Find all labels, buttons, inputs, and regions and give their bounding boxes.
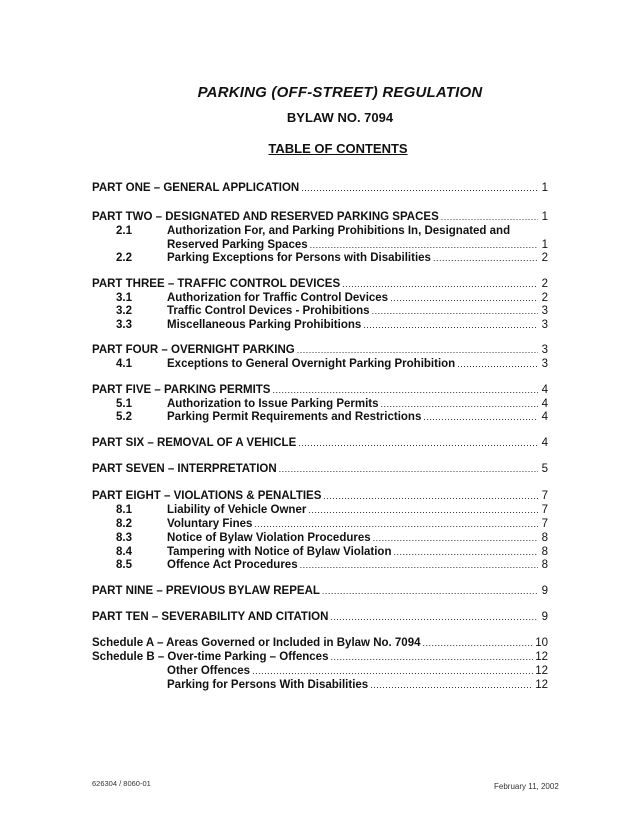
toc-entry — [92, 584, 548, 598]
toc-entry-number: 3.3 — [116, 319, 132, 331]
toc-entry-label: Miscellaneous Parking Prohibitions — [167, 319, 362, 331]
toc-dot-leader — [310, 238, 538, 252]
toc-dot-leader — [300, 558, 538, 572]
toc-entry-number: 3.2 — [116, 305, 132, 317]
toc-entry-label: Liability of Vehicle Owner — [167, 504, 307, 516]
toc-entry-page: 3 — [541, 319, 548, 331]
document-title: PARKING (OFF-STREET) REGULATION — [197, 84, 483, 101]
toc-entry-label: PART TEN – SEVERABILITY AND CITATION — [92, 611, 329, 623]
toc-entry-number: 2.1 — [116, 225, 132, 237]
toc-dot-leader — [423, 636, 534, 650]
toc-dot-leader — [301, 181, 538, 195]
toc-dot-leader — [457, 357, 538, 371]
toc-entry-page: 3 — [541, 358, 548, 370]
toc-entry-label: PART SEVEN – INTERPRETATION — [92, 463, 277, 475]
toc-entry — [92, 517, 548, 531]
toc-entry-page: 4 — [541, 398, 548, 410]
toc-entry-page: 5 — [541, 463, 548, 475]
toc-entry-number: 5.2 — [116, 411, 132, 423]
toc-heading: TABLE OF CONTENTS — [268, 141, 408, 156]
footer-doc-id: 626304 / 8060-01 — [92, 779, 151, 788]
toc-dot-leader — [342, 277, 538, 291]
toc-entry-label: Authorization for Traffic Control Devices — [167, 292, 389, 304]
toc-entry-page: 2 — [541, 292, 548, 304]
toc-entry-number: 4.1 — [116, 358, 132, 370]
toc-entry-page: 4 — [541, 437, 548, 449]
toc-dot-leader — [381, 397, 538, 411]
toc-entry — [92, 503, 548, 517]
toc-entry-label: PART ONE – GENERAL APPLICATION — [92, 182, 300, 194]
toc-entry — [92, 610, 548, 624]
toc-entry-page: 10 — [535, 637, 548, 649]
toc-entry-number: 2.2 — [116, 252, 132, 264]
toc-entry-number: 8.5 — [116, 559, 132, 571]
toc-entry — [92, 664, 548, 678]
toc-dot-leader — [370, 678, 533, 692]
toc-entry-page: 12 — [535, 651, 548, 663]
toc-entry-number: 8.1 — [116, 504, 132, 516]
toc-entry-label: Reserved Parking Spaces — [167, 239, 308, 251]
toc-entry-label: PART EIGHT – VIOLATIONS & PENALTIES — [92, 490, 322, 502]
toc-entry-page: 4 — [541, 411, 548, 423]
toc-entry — [92, 251, 548, 265]
toc-entry-page: 3 — [541, 344, 548, 356]
toc-entry-label: PART SIX – REMOVAL OF A VEHICLE — [92, 437, 297, 449]
toc-entry — [92, 318, 548, 332]
toc-entry — [92, 181, 548, 195]
toc-entry-label: Authorization to Issue Parking Permits — [167, 398, 379, 410]
toc-entry-page: 8 — [541, 546, 548, 558]
toc-entry-page: 2 — [541, 278, 548, 290]
toc-entry-label: Schedule B – Over-time Parking – Offences — [92, 651, 329, 663]
toc-entry-label: Schedule A – Areas Governed or Included in Bylaw No. 7094 — [92, 637, 421, 649]
toc-dot-leader — [363, 318, 538, 332]
toc-dot-leader — [373, 531, 538, 545]
toc-entry — [92, 558, 548, 572]
toc-dot-leader — [252, 664, 533, 678]
toc-entry — [92, 678, 548, 692]
toc-entry-page: 4 — [541, 384, 548, 396]
toc-dot-leader — [330, 650, 533, 664]
toc-entry-label: Voluntary Fines — [167, 518, 253, 530]
toc-entry — [92, 238, 548, 252]
toc-entry-page: 8 — [541, 559, 548, 571]
toc-entry-page: 12 — [535, 679, 548, 691]
toc-entry — [92, 489, 548, 503]
toc-dot-leader — [272, 383, 538, 397]
toc-dot-leader — [433, 251, 538, 265]
toc-entry-page: 7 — [541, 490, 548, 502]
toc-entry — [92, 304, 548, 318]
toc-entry-label: Exceptions to General Overnight Parking Prohibition — [167, 358, 456, 370]
toc-entry-label: PART FOUR – OVERNIGHT PARKING — [92, 344, 295, 356]
toc-dot-leader — [330, 610, 538, 624]
toc-entry-label: PART THREE – TRAFFIC CONTROL DEVICES — [92, 278, 341, 290]
toc-entry-page: 9 — [541, 585, 548, 597]
toc-entry-page: 12 — [535, 665, 548, 677]
toc-dot-leader — [441, 210, 538, 224]
toc-entry-page: 1 — [541, 239, 548, 251]
toc-entry — [92, 210, 548, 224]
bylaw-number: BYLAW NO. 7094 — [286, 110, 394, 125]
toc-entry — [92, 636, 548, 650]
toc-entry — [92, 277, 548, 291]
toc-dot-leader — [323, 489, 538, 503]
toc-entry-label: PART FIVE – PARKING PERMITS — [92, 384, 271, 396]
toc-entry — [92, 383, 548, 397]
toc-entry — [92, 545, 548, 559]
toc-entry-number: 3.1 — [116, 292, 132, 304]
toc-entry-label: Tampering with Notice of Bylaw Violation — [167, 546, 392, 558]
toc-entry-page: 7 — [541, 504, 548, 516]
toc-dot-leader — [279, 462, 538, 476]
toc-entry-label: Offence Act Procedures — [167, 559, 298, 571]
toc-entry-number: 5.1 — [116, 398, 132, 410]
toc-dot-leader — [297, 343, 538, 357]
toc-entry — [92, 410, 548, 424]
toc-entry-number: 8.2 — [116, 518, 132, 530]
toc-dot-leader — [254, 517, 538, 531]
toc-entry — [92, 650, 548, 664]
toc-entry — [92, 291, 548, 305]
toc-dot-leader — [372, 304, 538, 318]
toc-entry — [92, 224, 548, 238]
toc-dot-leader — [394, 545, 539, 559]
toc-entry — [92, 357, 548, 371]
toc-dot-leader — [390, 291, 538, 305]
toc-entry-page: 1 — [541, 211, 548, 223]
toc-entry-label: Parking Permit Requirements and Restrictions — [167, 411, 422, 423]
toc-entry-label: Notice of Bylaw Violation Procedures — [167, 532, 371, 544]
toc-entry-page: 2 — [541, 252, 548, 264]
toc-entry — [92, 436, 548, 450]
toc-entry-label: Traffic Control Devices - Prohibitions — [167, 305, 370, 317]
toc-dot-leader — [298, 436, 538, 450]
toc-entry-label: Other Offences — [167, 665, 251, 677]
toc-entry-label: Authorization For, and Parking Prohibitions In, Designated and — [167, 225, 511, 237]
toc-entry-number: 8.4 — [116, 546, 132, 558]
toc-entry-label: PART TWO – DESIGNATED AND RESERVED PARKING SPACES — [92, 211, 439, 223]
toc-entry-number: 8.3 — [116, 532, 132, 544]
toc-entry-label: Parking Exceptions for Persons with Disabilities — [167, 252, 431, 264]
toc-entry-page: 9 — [541, 611, 548, 623]
toc-dot-leader — [423, 410, 538, 424]
toc-entry — [92, 397, 548, 411]
toc-dot-leader — [308, 503, 538, 517]
toc-dot-leader — [322, 584, 538, 598]
toc-entry — [92, 343, 548, 357]
toc-entry-label: Parking for Persons With Disabilities — [167, 679, 369, 691]
toc-entry-page: 8 — [541, 532, 548, 544]
toc-entry-label: PART NINE – PREVIOUS BYLAW REPEAL — [92, 585, 320, 597]
footer-date: February 11, 2002 — [494, 782, 559, 791]
toc-entry-page: 7 — [541, 518, 548, 530]
toc-entry — [92, 531, 548, 545]
toc-entry-page: 1 — [541, 182, 548, 194]
toc-entry-page: 3 — [541, 305, 548, 317]
toc-entry — [92, 462, 548, 476]
